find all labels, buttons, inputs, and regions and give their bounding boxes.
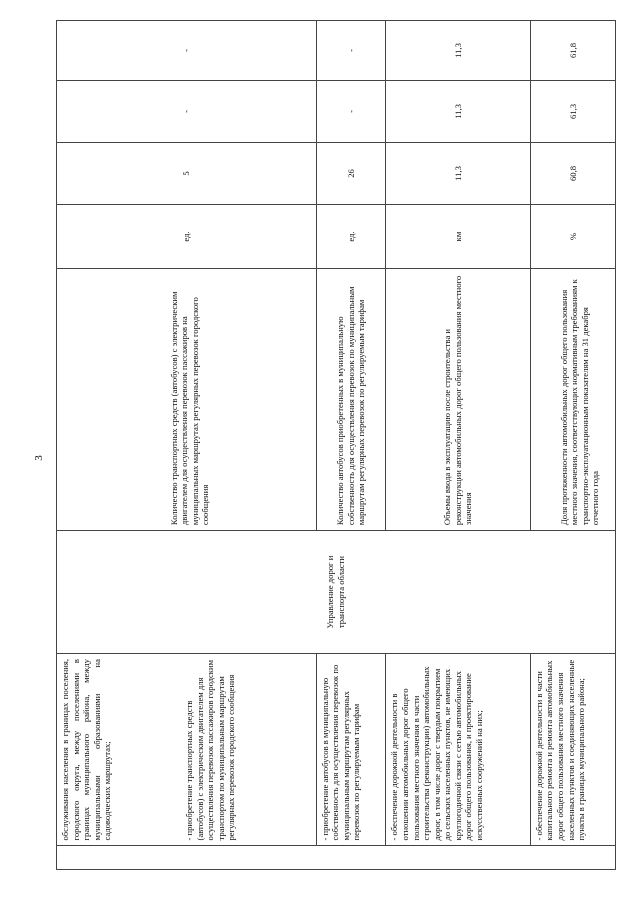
value-cell: 11,3 [386,142,530,204]
measure-text: - приобретение транспортных средств (автобусов) с электрическим двигателем для осуществления перевозок пассажиров городским транспортом по муниципальным маршрутам регулярных перевозок городского сообщения [184,659,237,841]
unit-cell: ед. [316,204,386,268]
value-cell: - [316,80,386,142]
responsible-cell: Управление дорог и транспорта области [57,531,616,654]
value-cell: - [57,80,317,142]
value-cell: 61,3 [530,80,615,142]
measure-cell: - обеспечение дорожной деятельности в части капитального ремонта и ремонта автомобильных дорог общего пользования местного значения населенных пунктов и соединяющих населенные пункты в границах муниципального района; [530,654,615,846]
measure-cell [57,654,317,846]
indicator-cell: Количество автобусов приобретенных в муниципальную собственность для осуществления перевозок по муниципальным маршрутам регулярных перевозок по регулируемым тарифам [316,269,386,531]
value-cell: 61,8 [530,21,615,81]
unit-cell: км [386,204,530,268]
indicator-cell: Доля протяженности автомобильных дорог общего пользования местного значения, соответствующих нормативным требованиям к транспортно-эксплуатационным показателям на 31 декабря отчетного года [530,269,615,531]
value-cell: 60,8 [530,142,615,204]
table-row [57,21,317,870]
value-cell: 11,3 [386,21,530,81]
indicator-cell: Объемы ввода в эксплуатацию после строительства и реконструкции автомобильных дорог общего пользования местного значения [386,269,530,531]
table-row [530,21,615,870]
value-cell: 11,3 [386,80,530,142]
table-row [316,21,386,870]
measure-cell: - обеспечение дорожной деятельности в отношении автомобильных дорог общего пользования местного значения в части строительства (реконструкции) автомобильных дорог, в том числе дорог с твердым покрытием до сельских населенных пунктов, не имеющих круглогодичной связи с сетью автомобильных дорог общего пользования, и проектирование искусственных сооружений на них; [386,654,530,846]
value-cell: - [57,21,317,81]
value-cell: 26 [316,142,386,204]
measure-cell: - приобретение автобусов в муниципальную собственность для осуществления перевозок по муниципальным маршрутам регулярных перевозок по регулируемым тарифам [316,654,386,846]
indicator-cell: Количество транспортных средств (автобусов) с электрическим двигателем для осуществления перевозок пассажиров на муниципальных маршрутах регулярных перевозок городского сообщения [57,269,317,531]
rotated-table-page [56,20,616,870]
unit-cell: % [530,204,615,268]
table-row [386,21,530,870]
index-cell [57,846,616,870]
value-cell: 5 [57,142,317,204]
value-cell: - [316,21,386,81]
page-number: 3 [32,455,45,461]
unit-cell: ед. [57,204,317,268]
program-table [56,20,616,870]
measure-text: обслуживания населения в границах поселения, городского округа, между поселениями в границах муниципального района, между муниципальными образованиями на садоводческих маршрутах; [60,659,113,841]
